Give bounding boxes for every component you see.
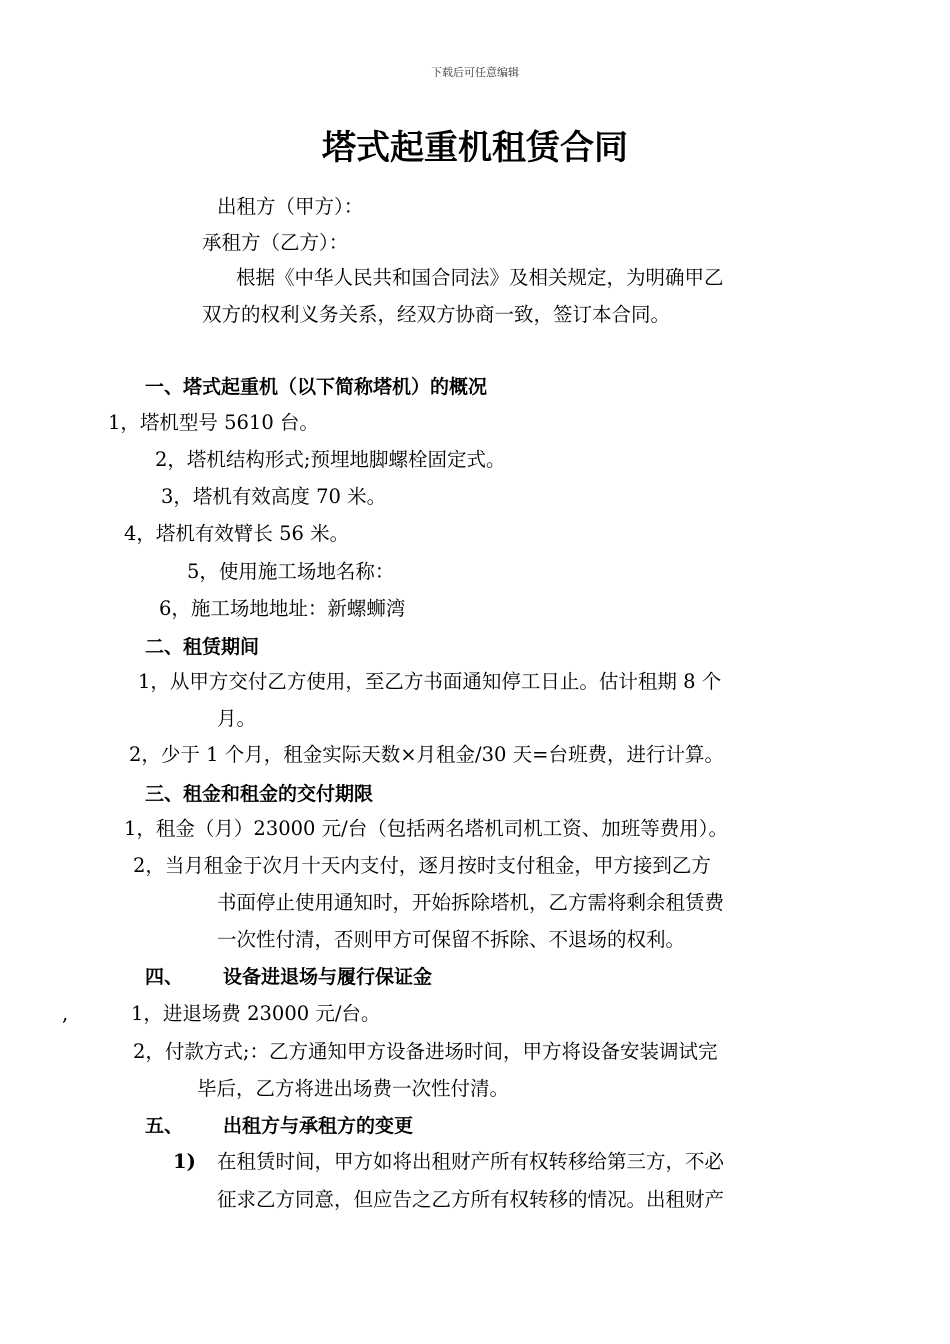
- section-4-item-2-line-1: 2，付款方式;：乙方通知甲方设备进场时间，甲方将设备安装调试完: [133, 1040, 718, 1063]
- section-1-item-2: 2，塔机结构形式;预埋地脚螺栓固定式。: [155, 448, 506, 471]
- section-1-item-1: 1，塔机型号 5610 台。: [108, 411, 319, 434]
- intro-line-2: 双方的权利义务关系，经双方协商一致，签订本合同。: [202, 303, 671, 326]
- section-5-heading-text: 出租方与承租方的变更: [223, 1115, 414, 1137]
- section-3-item-1: 1，租金（月）23000 元/台（包括两名塔机司机工资、加班等费用）。: [124, 817, 728, 840]
- section-4-item-2-line-2: 毕后，乙方将进出场费一次性付清。: [197, 1077, 510, 1100]
- section-3-heading: 三、租金和租金的交付期限: [145, 783, 374, 805]
- section-1-heading: 一、塔式起重机（以下简称塔机）的概况: [145, 376, 488, 398]
- section-4-heading-number: 四、: [145, 966, 184, 988]
- section-5-item-1-number: 1): [173, 1150, 196, 1173]
- section-1-item-4: 4，塔机有效臂长 56 米。: [124, 522, 350, 545]
- section-1-item-6: 6，施工场地地址：新螺蛳湾: [159, 597, 406, 620]
- page-header: 下载后可任意编辑: [431, 66, 519, 79]
- section-4-heading-text: 设备进退场与履行保证金: [223, 966, 433, 988]
- intro-line-1: 根据《中华人民共和国合同法》及相关规定，为明确甲乙: [236, 266, 724, 289]
- section-1-item-3: 3，塔机有效高度 70 米。: [161, 485, 387, 508]
- section-2-item-1-line-2: 月。: [217, 707, 257, 730]
- section-3-item-2-line-3: 一次性付清，否则甲方可保留不拆除、不退场的权利。: [217, 928, 686, 951]
- section-5-item-1-line-1: [173, 1149, 724, 1175]
- stray-comma-mark: ,: [62, 1002, 69, 1025]
- lessor-line: 出租方（甲方）：: [217, 195, 364, 218]
- section-5-heading: [145, 1113, 413, 1139]
- section-3-item-2-line-2: 书面停止使用通知时，开始拆除塔机，乙方需将剩余租赁费: [217, 891, 725, 914]
- document-title: 塔式起重机租赁合同: [322, 128, 628, 168]
- section-4-heading: [145, 964, 432, 990]
- lessee-line: 承租方（乙方）：: [202, 231, 349, 254]
- section-5-heading-number: 五、: [145, 1115, 184, 1137]
- section-2-heading: 二、租赁期间: [145, 636, 260, 658]
- section-5-item-1-line-2: 征求乙方同意，但应告之乙方所有权转移的情况。出租财产: [217, 1188, 725, 1211]
- section-4-item-1: 1，进退场费 23000 元/台。: [131, 1002, 381, 1025]
- section-3-item-2-line-1: 2，当月租金于次月十天内支付，逐月按时支付租金，甲方接到乙方: [133, 854, 711, 877]
- section-2-item-1-line-1: 1，从甲方交付乙方使用，至乙方书面通知停工日止。估计租期 8 个: [138, 670, 722, 693]
- section-2-item-2: 2，少于 1 个月，租金实际天数×月租金/30 天=台班费，进行计算。: [129, 743, 724, 766]
- section-1-item-5: 5，使用施工场地名称：: [187, 560, 395, 583]
- section-5-item-1-text: 在租赁时间，甲方如将出租财产所有权转移给第三方，不必: [217, 1150, 725, 1173]
